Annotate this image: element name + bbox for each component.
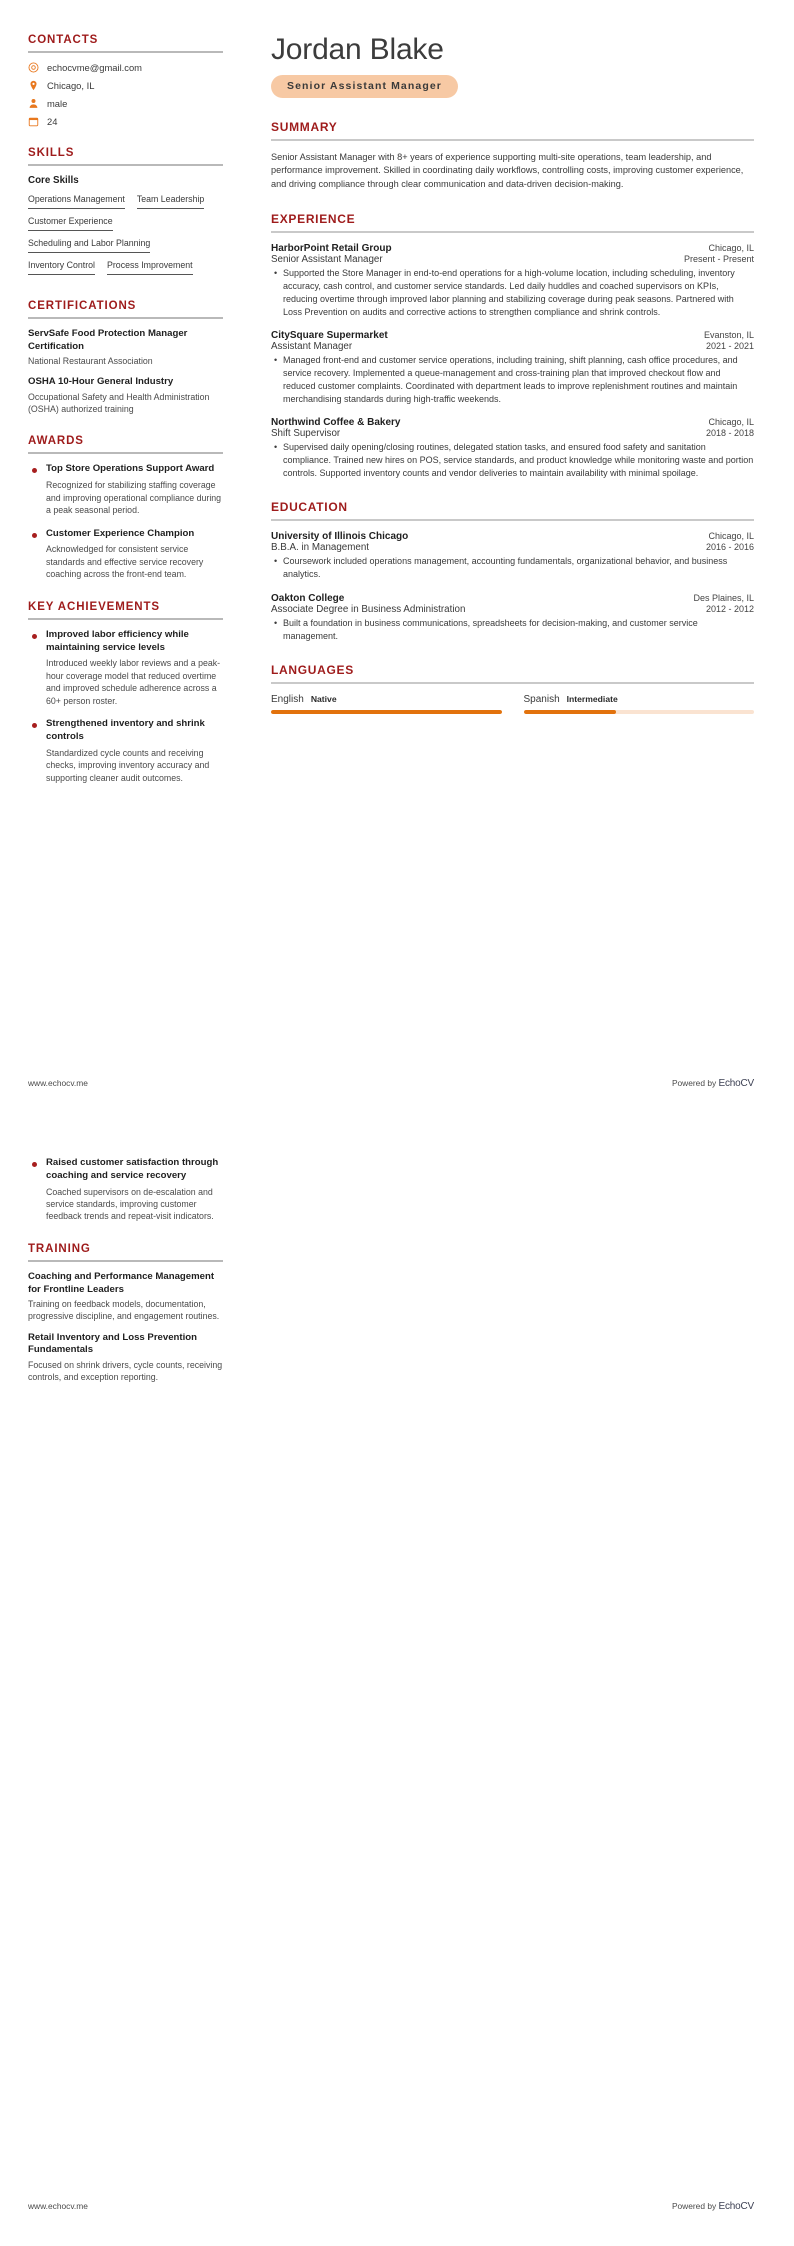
key-achievements-continued [28, 1157, 223, 1223]
experience-organization: CitySquare Supermarket [271, 330, 388, 342]
location-pin-icon [28, 80, 39, 91]
languages-section [271, 663, 754, 714]
experience-heading: EXPERIENCE [271, 211, 356, 226]
education-degree: B.B.A. in Management [271, 542, 370, 554]
education-bullet [271, 617, 754, 643]
bullet-marker-icon: • [274, 355, 278, 366]
experience-role: Assistant Manager [271, 341, 353, 353]
language-proficiency-bar [524, 710, 755, 714]
calendar-icon [28, 116, 39, 127]
languages-heading: LANGUAGES [271, 662, 354, 677]
education-heading: EDUCATION [271, 500, 348, 515]
achievement-title: Improved labor efficiency while maintaining service levels [46, 628, 189, 653]
skill-chip: Inventory Control [28, 258, 95, 275]
experience-role: Shift Supervisor [271, 428, 341, 440]
achievement-item [28, 718, 223, 784]
achievement-item [28, 1157, 223, 1223]
certification-issuer: National Restaurant Association [28, 356, 153, 367]
training-item [28, 1271, 223, 1323]
achievement-description: Coached supervisors on de-escalation and service standards, improving customer feedback trends and repeat-visit indicators. [46, 1186, 214, 1222]
contact-gender-value: male [47, 98, 68, 109]
education-bullet [271, 555, 754, 581]
resume-page-2 [0, 1123, 794, 2246]
contact-age-value: 24 [47, 116, 58, 127]
award-title: Customer Experience Champion [46, 527, 195, 539]
training-item [28, 1332, 223, 1384]
contacts-heading: CONTACTS [28, 34, 99, 46]
bullet-dot-icon [32, 468, 37, 473]
page-footer [28, 2201, 754, 2212]
education-entry [271, 531, 754, 581]
education-entry [271, 593, 754, 643]
bullet-marker-icon: • [274, 267, 278, 278]
experience-role: Senior Assistant Manager [271, 253, 383, 265]
training-description: Focused on shrink drivers, cycle counts, receiving controls, and exception reporting. [28, 1359, 223, 1382]
bullet-dot-icon [32, 634, 37, 639]
experience-location: Chicago, IL [708, 417, 754, 428]
education-institution: University of Illinois Chicago [271, 531, 409, 543]
sidebar-column-continued [28, 1157, 233, 1403]
training-title: Retail Inventory and Loss Prevention Fundamentals [28, 1331, 197, 1356]
experience-bullet [271, 441, 754, 480]
experience-bullet-text: Managed front-end and customer service operations, including training, shift planning, cash office procedures, and service recovery. Implemented a queue-management and cross-training plan that improved checkout flow and reduced customer complaints. Coordinated with department leads to improve replenishment routines and maintain merchandising standards during high-traffic weekends. [283, 355, 738, 405]
achievement-description: Standardized cycle counts and receiving checks, improving inventory accuracy and supporting cleaner audit outcomes. [46, 747, 210, 783]
language-name: Spanish [523, 693, 560, 705]
experience-dates: 2018 - 2018 [705, 428, 754, 439]
skills-section [28, 147, 223, 280]
bullet-dot-icon [32, 533, 37, 538]
skill-chip: Process Improvement [107, 258, 193, 275]
section-divider [28, 317, 223, 319]
skill-chip: Team Leadership [137, 192, 204, 209]
certifications-heading: CERTIFICATIONS [28, 300, 137, 312]
skill-chip: Customer Experience [28, 214, 113, 231]
footer-brand [672, 1078, 754, 1089]
education-location: Des Plaines, IL [693, 592, 754, 603]
page-footer [28, 1078, 754, 1089]
achievement-description: Introduced weekly labor reviews and a peak-hour coverage model that reduced overtime and improved schedule adherence across a 60+ person roster. [46, 658, 221, 706]
award-description: Recognized for stabilizing staffing coverage and improving operational compliance during a peak seasonal period. [46, 480, 222, 516]
award-title: Top Store Operations Support Award [46, 463, 215, 475]
experience-organization: HarborPoint Retail Group [271, 242, 392, 254]
languages-list [271, 694, 754, 714]
experience-bullet [271, 354, 754, 406]
achievement-title: Raised customer satisfaction through coaching and service recovery [46, 1157, 219, 1181]
certification-item [28, 376, 223, 415]
bullet-marker-icon: • [274, 556, 278, 567]
contact-item-location[interactable] [28, 80, 223, 91]
section-divider [271, 682, 754, 684]
bullet-marker-icon: • [274, 442, 278, 453]
powered-by-label: Powered by [671, 1078, 719, 1088]
skills-heading: SKILLS [28, 147, 75, 159]
language-level: Intermediate [566, 693, 618, 704]
candidate-role-badge: Senior Assistant Manager [271, 75, 458, 98]
experience-bullet-text: Supported the Store Manager in end-to-end operations for a high-volume location, including scheduling, inventory accuracy, cash control, and customer service standards. Led daily huddles and coached supervisors on KPIs, reducing overtime through improved labor planning and stabilizing coverage during peak seasons. Partnered with Loss Prevention on audits and corrective actions to strengthen compliance and shrink controls. [283, 267, 735, 318]
page-2-columns [28, 1157, 754, 1403]
language-item [524, 694, 755, 714]
experience-entry [271, 330, 754, 406]
section-divider [28, 164, 223, 166]
education-bullet-text: Coursework included operations management, accounting fundamentals, organizational behavior, and business analytics. [283, 556, 728, 580]
skill-chip: Operations Management [28, 192, 125, 209]
language-name: English [271, 693, 304, 705]
certification-issuer: Occupational Safety and Health Administration (OSHA) authorized training [28, 392, 210, 415]
bullet-marker-icon: • [274, 617, 278, 628]
section-divider [28, 1260, 223, 1262]
contact-item-email[interactable] [28, 62, 223, 73]
resume-header [271, 34, 754, 98]
summary-heading: SUMMARY [271, 119, 338, 134]
powered-by-label: Powered by [671, 2201, 719, 2211]
footer-url[interactable]: www.echocv.me [28, 2201, 88, 2211]
experience-section [271, 212, 754, 481]
contact-item-gender[interactable] [28, 98, 223, 109]
experience-organization: Northwind Coffee & Bakery [271, 417, 401, 429]
skills-group-label: Core Skills [28, 175, 79, 186]
main-column [233, 34, 754, 734]
language-level: Native [310, 693, 337, 704]
experience-dates: Present - Present [683, 253, 754, 264]
education-location: Chicago, IL [708, 531, 754, 542]
section-divider [28, 452, 223, 454]
training-section [28, 1243, 223, 1383]
education-dates: 2012 - 2012 [705, 603, 754, 614]
key-achievements-section [28, 601, 223, 784]
section-divider [28, 618, 223, 620]
award-item [28, 463, 223, 516]
page-1-columns [28, 34, 754, 804]
education-section [271, 500, 754, 642]
person-icon [28, 98, 39, 109]
language-item [271, 694, 502, 714]
education-dates: 2016 - 2016 [705, 542, 754, 553]
certifications-section [28, 300, 223, 415]
experience-bullet-text: Supervised daily opening/closing routines, delegated station tasks, and ensured food safety and sanitation compliance. Trained new hires on POS, service standards, and product knowledge while monitoring waste and portion controls. Supported inventory counts and vendor deliveries to maintain availability with minimal spoilage. [283, 442, 754, 479]
certification-title: OSHA 10-Hour General Industry [28, 376, 174, 388]
skills-chip-list [28, 192, 223, 280]
certification-item [28, 328, 223, 367]
training-title: Coaching and Performance Management for Frontline Leaders [28, 1270, 215, 1295]
experience-entry [271, 243, 754, 319]
bullet-dot-icon [32, 723, 37, 728]
contacts-section [28, 34, 223, 127]
summary-section [271, 120, 754, 192]
training-description: Training on feedback models, documentation, progressive discipline, and engagement routines. [28, 1299, 220, 1322]
candidate-name: Jordan Blake [271, 33, 444, 66]
sidebar-column [28, 34, 233, 804]
achievement-item [28, 629, 223, 707]
awards-heading: AWARDS [28, 435, 84, 448]
experience-bullet [271, 267, 754, 319]
section-divider [271, 519, 754, 521]
certification-title: ServSafe Food Protection Manager Certification [28, 328, 188, 352]
email-icon [28, 62, 39, 73]
key-achievements-heading: KEY ACHIEVEMENTS [28, 600, 160, 613]
experience-location: Evanston, IL [703, 330, 754, 341]
language-proficiency-fill [271, 710, 502, 714]
contact-email-value: echocvme@gmail.com [47, 62, 142, 73]
language-proficiency-fill [524, 710, 616, 714]
contact-location-value: Chicago, IL [47, 80, 95, 91]
education-bullet-text: Built a foundation in business communications, spreadsheets for decision-making, and customer service management. [283, 617, 698, 641]
footer-brand [672, 2201, 754, 2212]
summary-text: Senior Assistant Manager with 8+ years of experience supporting multi-site operations, team leadership, and performance improvement. Skilled in coordinating daily workflows, controlling costs, improving customer experience, and driving compliance through clear communication and data-driven decision-making. [271, 151, 744, 190]
experience-dates: 2021 - 2021 [705, 341, 754, 352]
achievement-title: Strengthened inventory and shrink controls [46, 718, 205, 742]
experience-location: Chicago, IL [708, 242, 754, 253]
section-divider [271, 231, 754, 233]
brand-name: EchoCV [718, 1078, 754, 1089]
contact-item-age[interactable] [28, 116, 223, 127]
education-institution: Oakton College [271, 592, 345, 604]
bullet-dot-icon [32, 1162, 37, 1167]
experience-entry [271, 417, 754, 480]
awards-section [28, 435, 223, 580]
skill-chip: Scheduling and Labor Planning [28, 236, 150, 253]
award-item [28, 528, 223, 581]
section-divider [271, 139, 754, 141]
brand-name: EchoCV [718, 2201, 754, 2212]
language-proficiency-bar [271, 710, 502, 714]
award-description: Acknowledged for consistent service standards and effective service recovery coaching across the front-end team. [46, 544, 204, 580]
footer-url[interactable]: www.echocv.me [28, 1078, 88, 1088]
training-heading: TRAINING [28, 1242, 91, 1255]
education-degree: Associate Degree in Business Administration [271, 603, 466, 615]
section-divider [28, 51, 223, 53]
